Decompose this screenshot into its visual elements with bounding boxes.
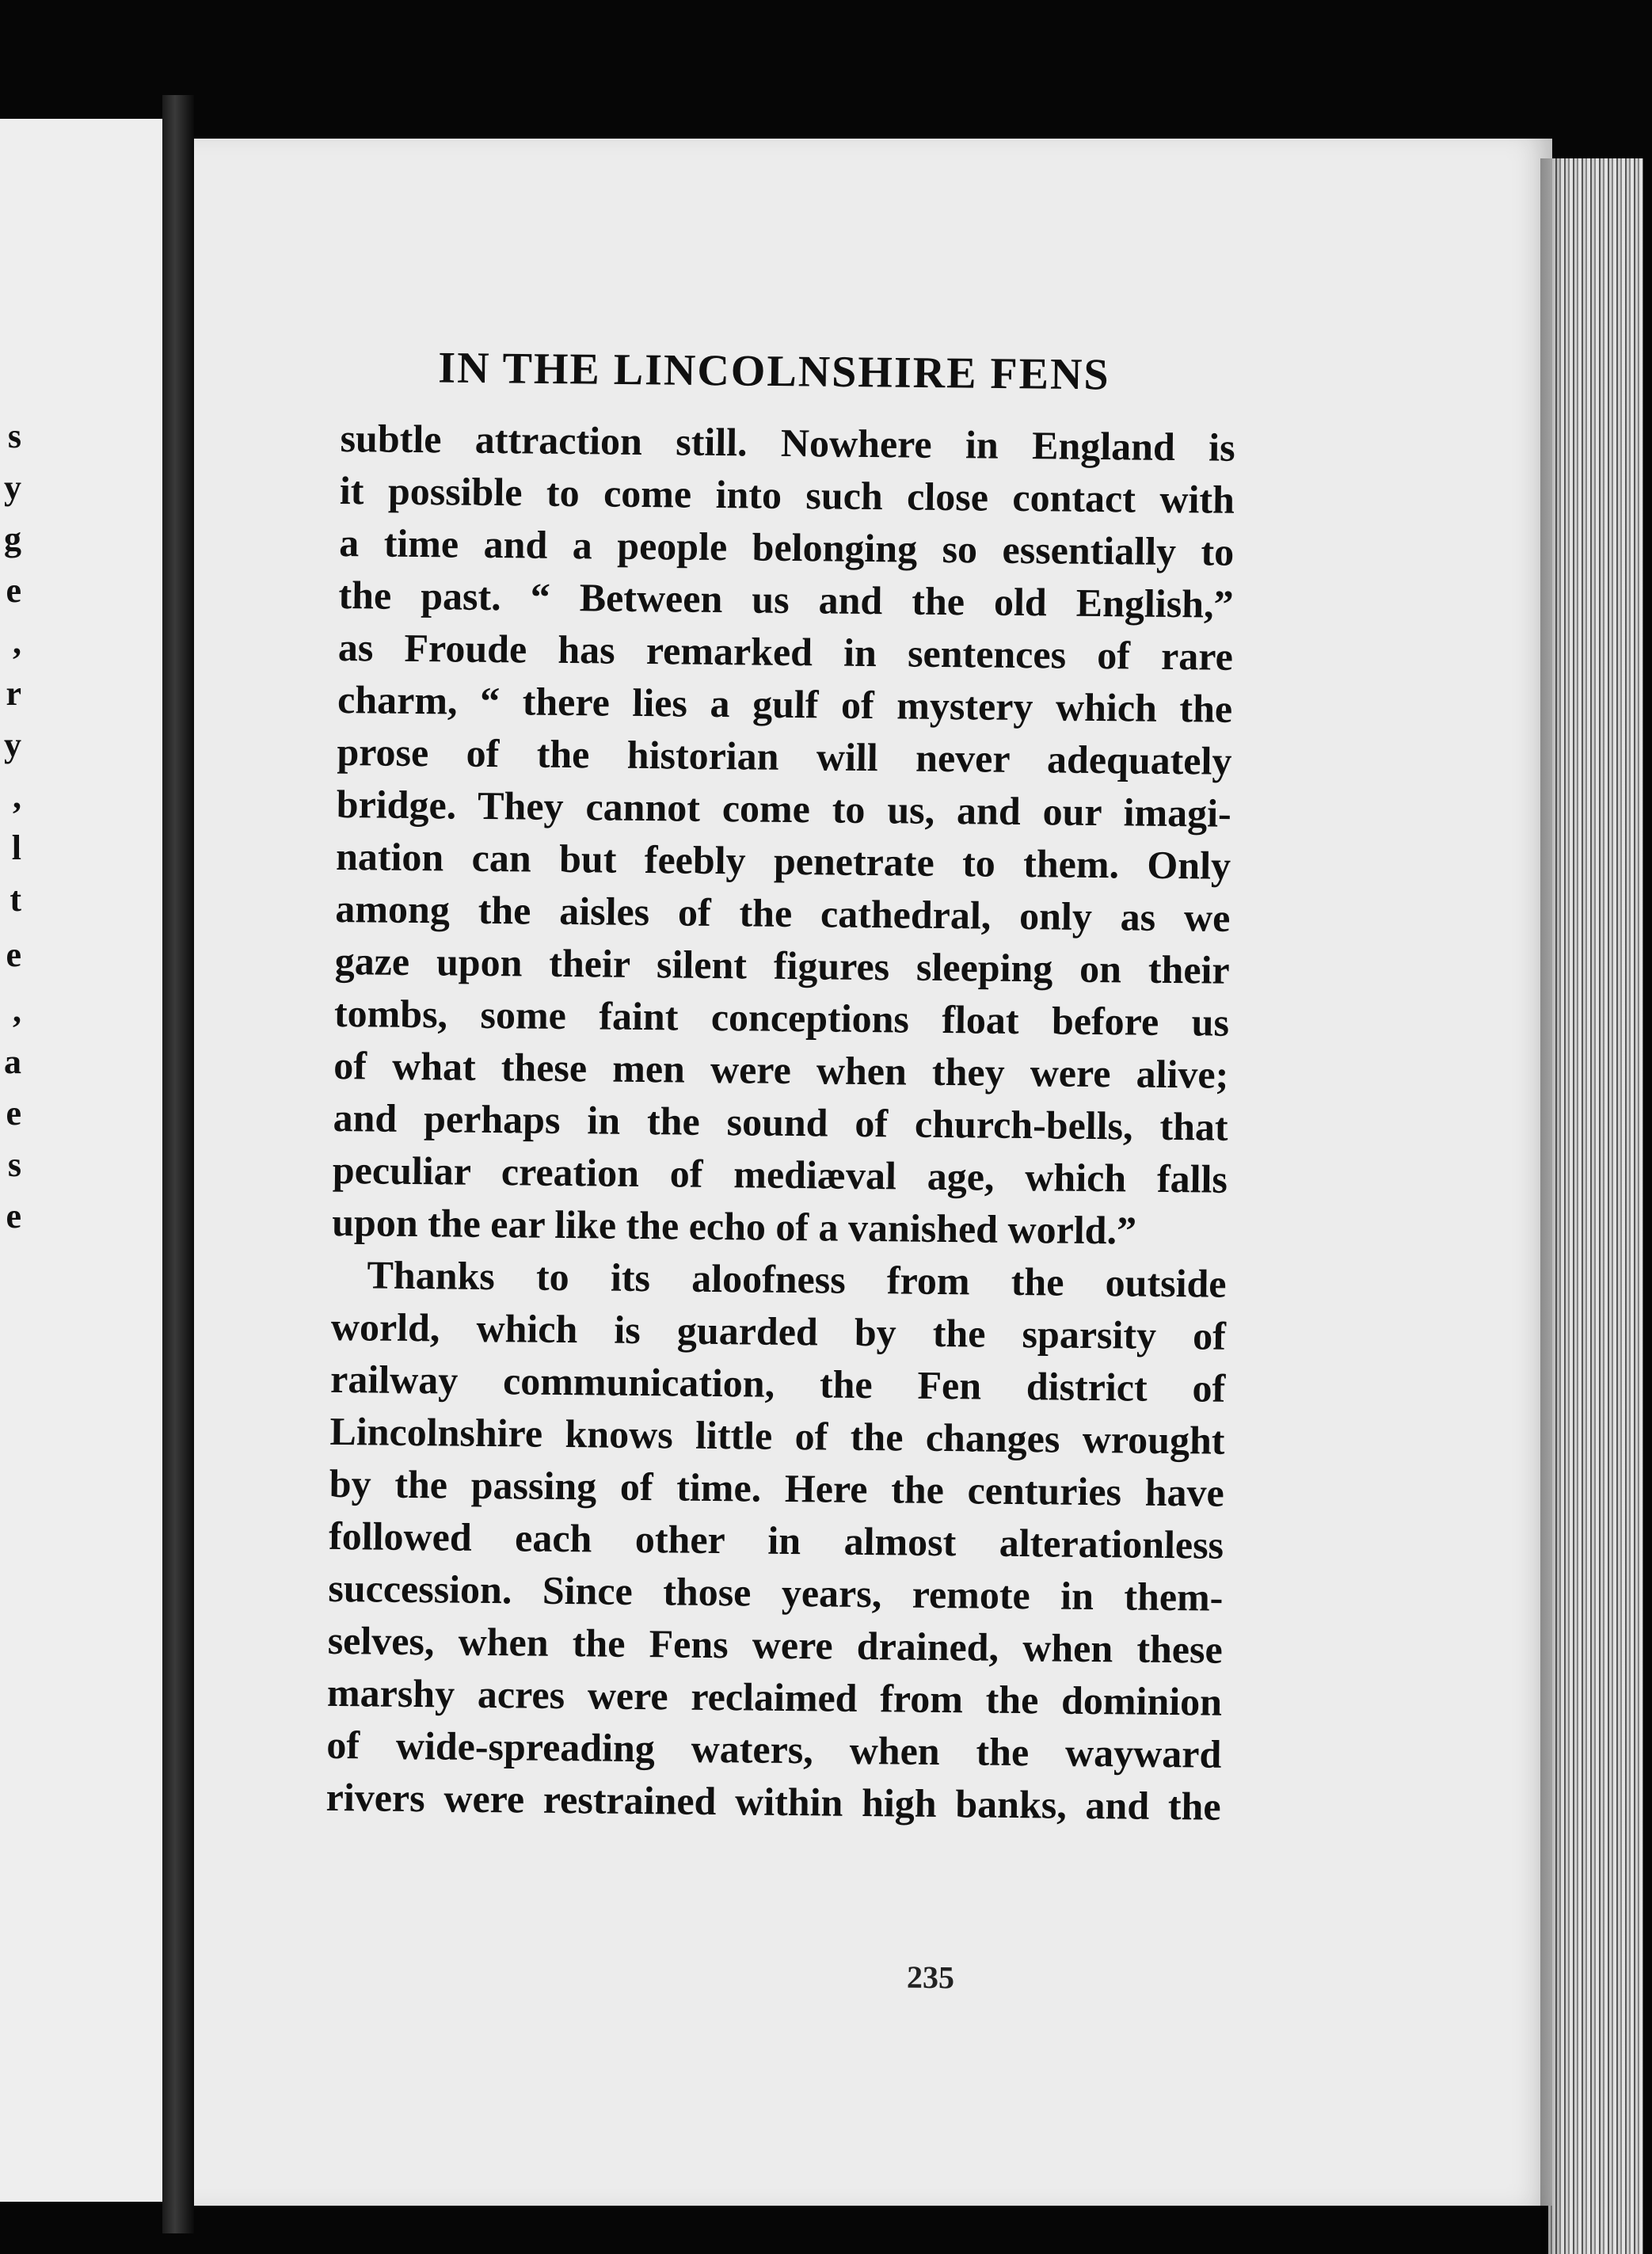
page-edge-shadow (1540, 158, 1564, 2254)
text-line: prose of the historian will never adequately (337, 729, 1232, 783)
left-edge-letter: , (13, 623, 21, 661)
text-line: among the aisles of the cathedral, only as we (335, 885, 1231, 940)
text-line: world, which is guarded by the sparsity of (330, 1304, 1227, 1358)
text-line: tombs, some faint conceptions float before us (333, 990, 1230, 1045)
text-line: railway communication, the Fen district of (329, 1356, 1226, 1411)
left-edge-letter: , (13, 991, 21, 1030)
left-edge-letter: e (6, 1197, 21, 1236)
text-line: gaze upon their silent figures sleeping on their (334, 938, 1230, 992)
text-line: upon the ear like the echo of a vanished world.” (331, 1199, 1137, 1253)
left-facing-page (0, 119, 167, 2202)
left-edge-letter: r (6, 674, 21, 713)
left-edge-letter: a (4, 1042, 21, 1081)
text-line: and perhaps in the sound of church-bells, that (333, 1095, 1228, 1149)
text-line: Lincolnshire knows little of the changes wrought (329, 1408, 1225, 1463)
running-head: IN THE LINCOLNSHIRE FENS (438, 343, 1110, 400)
left-edge-letter: l (11, 828, 21, 867)
left-edge-letter: e (6, 935, 21, 974)
text-line: of wide-spreading waters, when the wayward (326, 1722, 1222, 1776)
left-edge-letter: s (7, 417, 21, 455)
text-line: succession. Since those years, remote in them- (328, 1565, 1224, 1620)
text-line: selves, when the Fens were drained, when these (327, 1617, 1223, 1672)
text-line: it possible to come into such close contact with (339, 467, 1235, 522)
left-page-text-edge (0, 119, 162, 2202)
text-line: bridge. They cannot come to us, and our imagi- (336, 781, 1232, 836)
left-edge-letter: s (7, 1145, 21, 1184)
body-text (325, 412, 1235, 1833)
text-line: peculiar creation of mediæval age, which falls (332, 1147, 1228, 1201)
text-line: nation can but feebly penetrate to them. Only (335, 833, 1231, 888)
left-edge-letter: t (10, 880, 21, 919)
text-line: rivers were restrained within high banks, and the (325, 1774, 1221, 1829)
left-edge-letter: e (6, 571, 21, 610)
text-line: a time and a people belonging so essentially to (338, 520, 1235, 574)
text-line: charm, “ there lies a gulf of mystery which the (337, 676, 1233, 731)
text-line: marshy acres were reclaimed from the dominion (326, 1670, 1223, 1724)
text-line: subtle attraction still. Nowhere in England is (340, 415, 1235, 470)
book-page (194, 139, 1552, 2206)
left-edge-letter: y (4, 468, 21, 507)
text-line: of what these men were when they were alive; (333, 1042, 1229, 1097)
text-line: followed each other in almost alterationless (328, 1513, 1224, 1567)
left-edge-letter: e (6, 1094, 21, 1133)
page-number: 235 (906, 1959, 955, 1996)
left-edge-letter: y (4, 725, 21, 764)
text-line: Thanks to its aloofness from the outside (367, 1252, 1227, 1306)
text-line: as Froude has remarked in sentences of rare (337, 624, 1234, 679)
book-gutter (162, 95, 194, 2233)
text-line: by the passing of time. Here the centuries have (329, 1460, 1225, 1515)
left-edge-letter: , (13, 777, 21, 816)
left-edge-letter: g (4, 520, 21, 558)
text-line: the past. “ Between us and the old English,” (338, 572, 1234, 626)
